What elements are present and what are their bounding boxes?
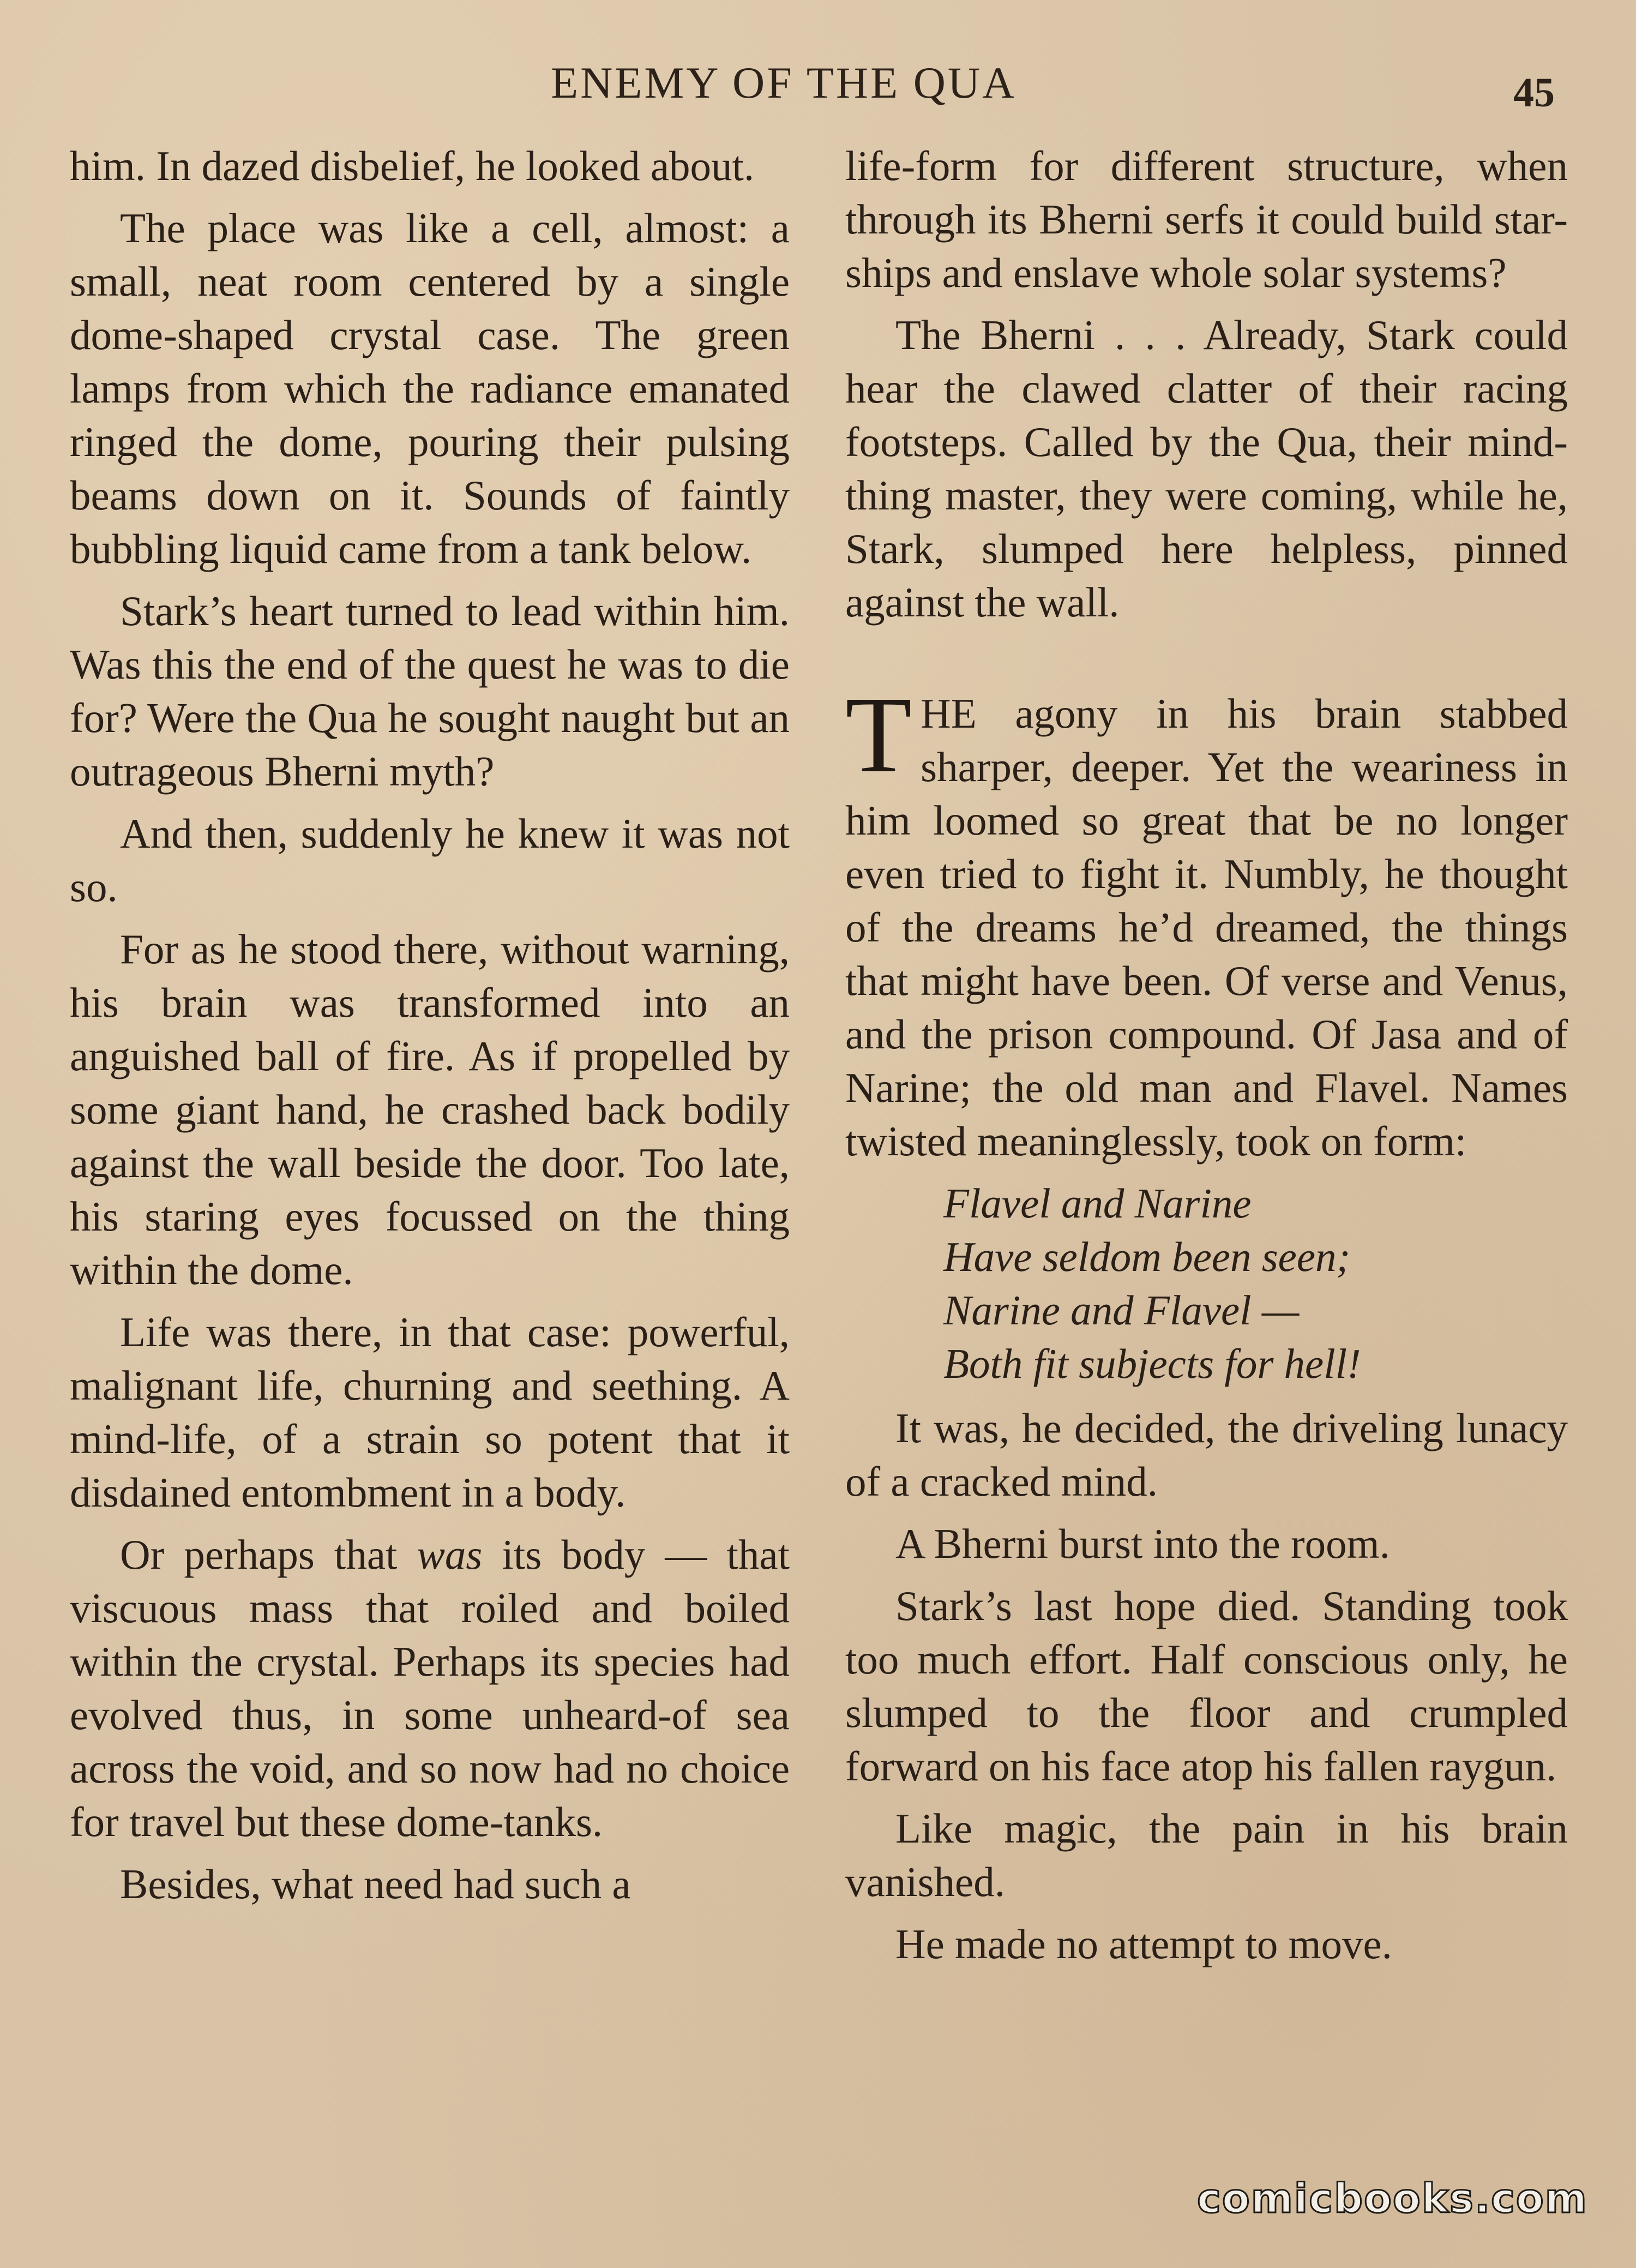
- dropcap-paragraph-text: HE agony in his brain stabbed sharper, deeper. Yet the weariness in him loomed so great that be no longer even tried to fight it. Numbly, he thought of the dreams he’d dreamed, the things that might have been. Of verse and Venus, and the prison compound. Of Jasa and of Narine; the old man and Flavel. Names twisted meaninglessly, took on form:: [845, 690, 1568, 1165]
- paragraph-lead: Or perhaps that: [120, 1531, 417, 1578]
- paragraph: He made no attempt to move.: [895, 1921, 1392, 1967]
- paragraph: The Bherni . . . Already, Stark could hear the clawed clatter of their racing footsteps. Called by the Qua, their mind-thing master, they were coming, while he, Stark, slumped here helpless, pinned against the wall.: [845, 311, 1568, 626]
- emphasized-word: was: [417, 1531, 483, 1578]
- section-opening-paragraph: [845, 675, 1568, 1168]
- paragraph: Besides, what need had such a: [120, 1861, 631, 1907]
- right-column: [845, 139, 1568, 1979]
- verse-block: [943, 1177, 1568, 1390]
- left-column: [70, 139, 790, 1919]
- paragraph: The place was like a cell, almost: a small, neat room centered by a single dome-shaped crystal case. The green lamps from which the radiance emanated ringed the dome, pouring their pulsing beams down on it. Sounds of faintly bubbling liquid came from a tank below.: [70, 205, 790, 572]
- paragraph: him. In dazed disbelief, he looked about.: [70, 142, 755, 189]
- paragraph: Life was there, in that case: powerful, malignant life, churning and seething. A mind-life, of a strain so potent that it disdained entombment in a body.: [70, 1309, 790, 1516]
- verse-line: Have seldom been seen;: [943, 1233, 1351, 1280]
- watermark: comicbooks.com: [1197, 2175, 1588, 2222]
- paragraph: Like magic, the pain in his brain vanished.: [845, 1805, 1568, 1905]
- paragraph: life-form for different structure, when through its Bherni serfs it could build star-ships and enslave whole solar systems?: [845, 142, 1568, 296]
- paragraph: And then, suddenly he knew it was not so.: [70, 810, 790, 910]
- verse-line: Both fit subjects for hell!: [943, 1340, 1361, 1387]
- page-number: 45: [1513, 70, 1555, 116]
- drop-cap: T: [845, 675, 912, 795]
- verse-line: Flavel and Narine: [943, 1180, 1252, 1227]
- paragraph-lead-rest: its body —: [482, 1531, 707, 1578]
- paragraph: It was, he decided, the driveling lunacy of a cracked mind.: [845, 1405, 1568, 1505]
- verse-line: Narine and Flavel —: [943, 1287, 1300, 1334]
- running-title: ENEMY OF THE QUA: [551, 58, 1017, 107]
- paragraph-with-emphasis: [70, 1528, 790, 1849]
- section-break: [845, 638, 1568, 687]
- paragraph-continuation: that viscuous mass that roiled and boiled within the crystal. Perhaps its species had evolved thus, in some unheard-of sea across the void, and so now had no choice for travel but these dome-tanks.: [70, 1531, 790, 1845]
- paragraph: Stark’s last hope died. Standing took too much effort. Half conscious only, he slumped to the floor and crumpled forward on his face atop his fallen raygun.: [845, 1582, 1568, 1790]
- running-header: [0, 57, 1636, 117]
- paragraph: For as he stood there, without warning, his brain was transformed into an anguished ball of fire. As if propelled by some giant hand, he crashed back bodily against the wall beside the door. Too late, his staring eyes focussed on the thing within the dome.: [70, 926, 790, 1293]
- paragraph: A Bherni burst into the room.: [895, 1520, 1390, 1567]
- paragraph: Stark’s heart turned to lead within him. Was this the end of the quest he was to die for? Were the Qua he sought naught but an outrageous Bherni myth?: [70, 587, 790, 795]
